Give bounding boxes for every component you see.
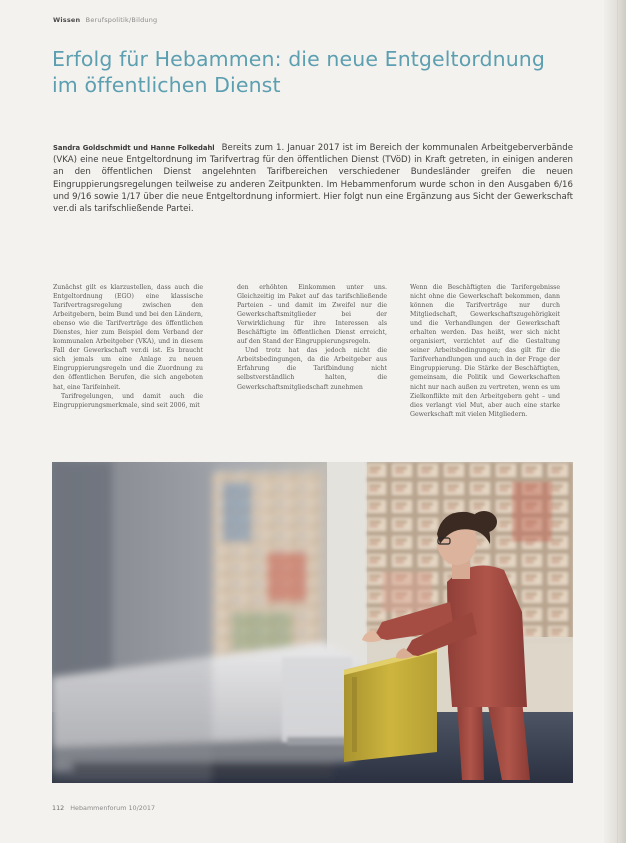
lead-text: Bereits zum 1. Januar 2017 ist im Bereich der kommunalen Arbeitgeberverbände (VKA) eine neue Entgeltordnung im Tarifvertrag für den öffentlichen Dienst (TVöD) in Kraft getreten, in einigen anderen an den öffentlichen Dienst angelehnten Tarifbereichen verschiedener Bundesländer greifen die neuen Eingruppierungsregelungen teilweise zu anderen Zeitpunkten. Im Hebammenforum wurde schon in den Ausgaben 6/16 und 9/16 sowie 1/17 über die neue Entgeltordnung informiert. Hier folgt nun eine Ergänzung aus Sicht der Gewerkschaft ver.di als tarifschließende Partei. (53, 143, 573, 215)
nurse-photo-illustration (52, 462, 573, 783)
body-paragraph: Tarifregelungen, und damit auch die Eingruppierungsmerkmale, sind seit 2006, mit (53, 392, 203, 409)
body-paragraph: Zunächst gilt es klarzustellen, dass auch die Entgeltordnung (EGO) eine klassische Tarifvertragsregelung zwischen den Arbeitgebern, beim Bund und bei den Ländern, ebenso wie die Tarifverträge des öffentlichen Dienstes, hier zum Beispiel dem Verband der kommunalen Arbeitgeber (VKA), und in diesem Fall der Gewerkschaft ver.di ist. Es braucht sich jemals um eine Anlage zu neuen Eingruppierungsregeln und die Zuordnung zu den öffentlichen Berufen, die sich angeboten hat, eine Tarifeinheit. (53, 284, 203, 391)
section-kicker (53, 16, 157, 24)
body-column-2 (237, 283, 387, 392)
article-title: Erfolg für Hebammen: die neue Entgeltordnung im öffentlichen Dienst (52, 47, 546, 97)
article-lead (53, 142, 573, 215)
body-paragraph: Und trotz hat das jedoch nicht die Arbeitsbedingungen, da die Arbeitgeber aus Erfahrung die Tarifbindung nicht selbstverständlich halten, die Gewerkschaftsmitgliedschaft zunehmen (237, 347, 387, 391)
page-footer (52, 804, 155, 812)
section-label: Wissen (53, 16, 81, 24)
body-column-1 (53, 283, 203, 410)
article-authors: Sandra Goldschmidt und Hanne Folkedahl (53, 144, 215, 152)
page-number: 112 (52, 804, 65, 812)
body-paragraph: den erhöhten Einkommen unter uns. Gleichzeitig im Paket auf das tarifschließende Parteien – und damit im Zweifel nur die Gewerkschaftsmitglieder bei der Verwirklichung für ihre Interessen als Beschäftigte im öffentlichen Dienst erreicht, auf den Stand der Eingruppierungsregeln. (237, 284, 387, 346)
page-edge-line (617, 0, 618, 843)
article-photo (52, 462, 573, 783)
article-body (53, 283, 573, 418)
subsection-label: Berufspolitik/Bildung (85, 16, 158, 24)
body-column-3 (410, 283, 560, 419)
publication-name: Hebammenforum 10/2017 (70, 804, 156, 812)
body-paragraph: Wenn die Beschäftigten die Tarifergebnisse nicht ohne die Gewerkschaft bekommen, dann können die Tarifverträge nur durch Mitgliedschaft, Gewerkschaftszugehörigkeit und die Verhandlungen der Gewerkschaft erhalten werden. Das heißt, wer sich nicht organisiert, verzichtet auf die Gestaltung seiner Arbeitsbedingungen; das gilt für die Tarifverhandlungen und auch in der Frage der Eingruppierung. Die Stärke der Beschäftigten, gemeinsam, die Politik und Gewerkschaften nicht nur nach außen zu vertreten, wenn es um Zielkonflikte mit den Arbeitgebern geht – und dies verlangt viel Mut, aber auch eine starke Gewerkschaft mit vielen Mitgliedern. (410, 284, 560, 418)
page-gutter-shadow (604, 0, 626, 843)
